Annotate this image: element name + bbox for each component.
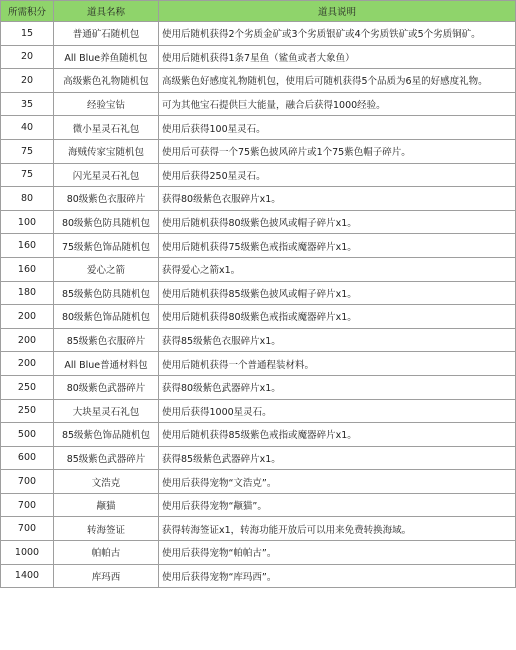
cell-item-name: 80级紫色饰品随机包 xyxy=(54,305,159,329)
cell-item-desc: 使用后随机获得85级紫色披风或帽子碎片x1。 xyxy=(159,281,516,305)
cell-item-desc: 使用后随机获得80级紫色戒指或魔器碎片x1。 xyxy=(159,305,516,329)
cell-item-name: 75级紫色饰品随机包 xyxy=(54,234,159,258)
table-row xyxy=(1,281,516,305)
cell-points: 200 xyxy=(1,305,54,329)
cell-item-desc: 使用后获得宠物“库玛西”。 xyxy=(159,564,516,588)
cell-points: 180 xyxy=(1,281,54,305)
cell-item-desc: 使用后随机获得85级紫色戒指或魔器碎片x1。 xyxy=(159,423,516,447)
cell-item-name: 经验宝钻 xyxy=(54,92,159,116)
cell-points: 75 xyxy=(1,139,54,163)
table-row xyxy=(1,493,516,517)
column-header-name: 道具名称 xyxy=(54,1,159,22)
cell-item-desc: 获得85级紫色衣服碎片x1。 xyxy=(159,328,516,352)
cell-item-name: 85级紫色衣服碎片 xyxy=(54,328,159,352)
cell-points: 160 xyxy=(1,257,54,281)
cell-item-name: 80级紫色防具随机包 xyxy=(54,210,159,234)
cell-points: 700 xyxy=(1,517,54,541)
cell-points: 100 xyxy=(1,210,54,234)
cell-points: 75 xyxy=(1,163,54,187)
table-row xyxy=(1,45,516,69)
table-row xyxy=(1,541,516,565)
cell-points: 15 xyxy=(1,22,54,46)
cell-item-desc: 使用后获得1000星灵石。 xyxy=(159,399,516,423)
cell-points: 160 xyxy=(1,234,54,258)
table-row xyxy=(1,22,516,46)
cell-item-desc: 使用后可获得一个75紫色披风碎片或1个75紫色帽子碎片。 xyxy=(159,139,516,163)
cell-item-name: 颟猫 xyxy=(54,493,159,517)
cell-item-desc: 获得80级紫色衣服碎片x1。 xyxy=(159,187,516,211)
cell-item-desc: 使用后随机获得2个劣质金矿或3个劣质银矿或4个劣质铁矿或5个劣质铜矿。 xyxy=(159,22,516,46)
table-body xyxy=(1,22,516,588)
cell-item-name: 85级紫色防具随机包 xyxy=(54,281,159,305)
table-row xyxy=(1,470,516,494)
cell-points: 80 xyxy=(1,187,54,211)
column-header-desc: 道具说明 xyxy=(159,1,516,22)
cell-item-name: All Blue普通材料包 xyxy=(54,352,159,376)
table-row xyxy=(1,92,516,116)
cell-item-name: 80级紫色衣服碎片 xyxy=(54,187,159,211)
cell-item-name: 大块星灵石礼包 xyxy=(54,399,159,423)
cell-points: 200 xyxy=(1,328,54,352)
cell-points: 250 xyxy=(1,375,54,399)
cell-item-desc: 使用后随机获得75级紫色戒指或魔器碎片x1。 xyxy=(159,234,516,258)
cell-points: 700 xyxy=(1,493,54,517)
table-row xyxy=(1,305,516,329)
column-header-points: 所需积分 xyxy=(1,1,54,22)
table-row xyxy=(1,352,516,376)
cell-item-name: 85级紫色饰品随机包 xyxy=(54,423,159,447)
cell-item-desc: 可为其他宝石提供巨大能量，融合后获得1000经验。 xyxy=(159,92,516,116)
cell-item-name: 85级紫色武器碎片 xyxy=(54,446,159,470)
table-row xyxy=(1,257,516,281)
cell-item-desc: 使用后获得宠物“颟猫”。 xyxy=(159,493,516,517)
cell-item-name: 文浩克 xyxy=(54,470,159,494)
cell-item-name: 80级紫色武器碎片 xyxy=(54,375,159,399)
cell-item-desc: 获得85级紫色武器碎片x1。 xyxy=(159,446,516,470)
cell-points: 20 xyxy=(1,69,54,93)
cell-item-desc: 使用后随机获得1条7星鱼（鲨鱼或者大象鱼） xyxy=(159,45,516,69)
table-row xyxy=(1,423,516,447)
cell-points: 35 xyxy=(1,92,54,116)
table-row xyxy=(1,328,516,352)
table-row xyxy=(1,375,516,399)
cell-item-desc: 使用后随机获得80级紫色披风或帽子碎片x1。 xyxy=(159,210,516,234)
table-row xyxy=(1,69,516,93)
table-row xyxy=(1,116,516,140)
cell-item-desc: 使用后获得250星灵石。 xyxy=(159,163,516,187)
cell-item-desc: 获得80级紫色武器碎片x1。 xyxy=(159,375,516,399)
cell-item-name: 爱心之箭 xyxy=(54,257,159,281)
cell-points: 700 xyxy=(1,470,54,494)
cell-item-name: 转海签证 xyxy=(54,517,159,541)
cell-item-name: 帕帕古 xyxy=(54,541,159,565)
cell-item-desc: 使用后获得宠物“文浩克”。 xyxy=(159,470,516,494)
table-row xyxy=(1,210,516,234)
cell-item-desc: 获得爱心之箭x1。 xyxy=(159,257,516,281)
cell-item-name: 微小星灵石礼包 xyxy=(54,116,159,140)
cell-item-desc: 使用后获得宠物“帕帕古”。 xyxy=(159,541,516,565)
cell-points: 40 xyxy=(1,116,54,140)
cell-item-desc: 使用后随机获得一个普通程装材料。 xyxy=(159,352,516,376)
table-row xyxy=(1,139,516,163)
cell-item-name: 普通矿石随机包 xyxy=(54,22,159,46)
cell-item-name: 库玛西 xyxy=(54,564,159,588)
cell-points: 20 xyxy=(1,45,54,69)
cell-item-name: All Blue养鱼随机包 xyxy=(54,45,159,69)
cell-item-name: 高级紫色礼物随机包 xyxy=(54,69,159,93)
cell-points: 200 xyxy=(1,352,54,376)
table-row xyxy=(1,163,516,187)
cell-points: 500 xyxy=(1,423,54,447)
cell-points: 1400 xyxy=(1,564,54,588)
cell-points: 250 xyxy=(1,399,54,423)
table-row xyxy=(1,564,516,588)
table-row xyxy=(1,399,516,423)
table-header-row xyxy=(1,1,516,22)
cell-item-desc: 高级紫色好感度礼物随机包，使用后可随机获得5个品质为6星的好感度礼物。 xyxy=(159,69,516,93)
table-row xyxy=(1,187,516,211)
cell-item-desc: 使用后获得100星灵石。 xyxy=(159,116,516,140)
cell-points: 600 xyxy=(1,446,54,470)
table-row xyxy=(1,446,516,470)
cell-points: 1000 xyxy=(1,541,54,565)
table-row xyxy=(1,234,516,258)
table-row xyxy=(1,517,516,541)
cell-item-name: 海贼传家宝随机包 xyxy=(54,139,159,163)
cell-item-name: 闪光星灵石礼包 xyxy=(54,163,159,187)
cell-item-desc: 获得转海签证x1，转海功能开放后可以用来免费转换海域。 xyxy=(159,517,516,541)
